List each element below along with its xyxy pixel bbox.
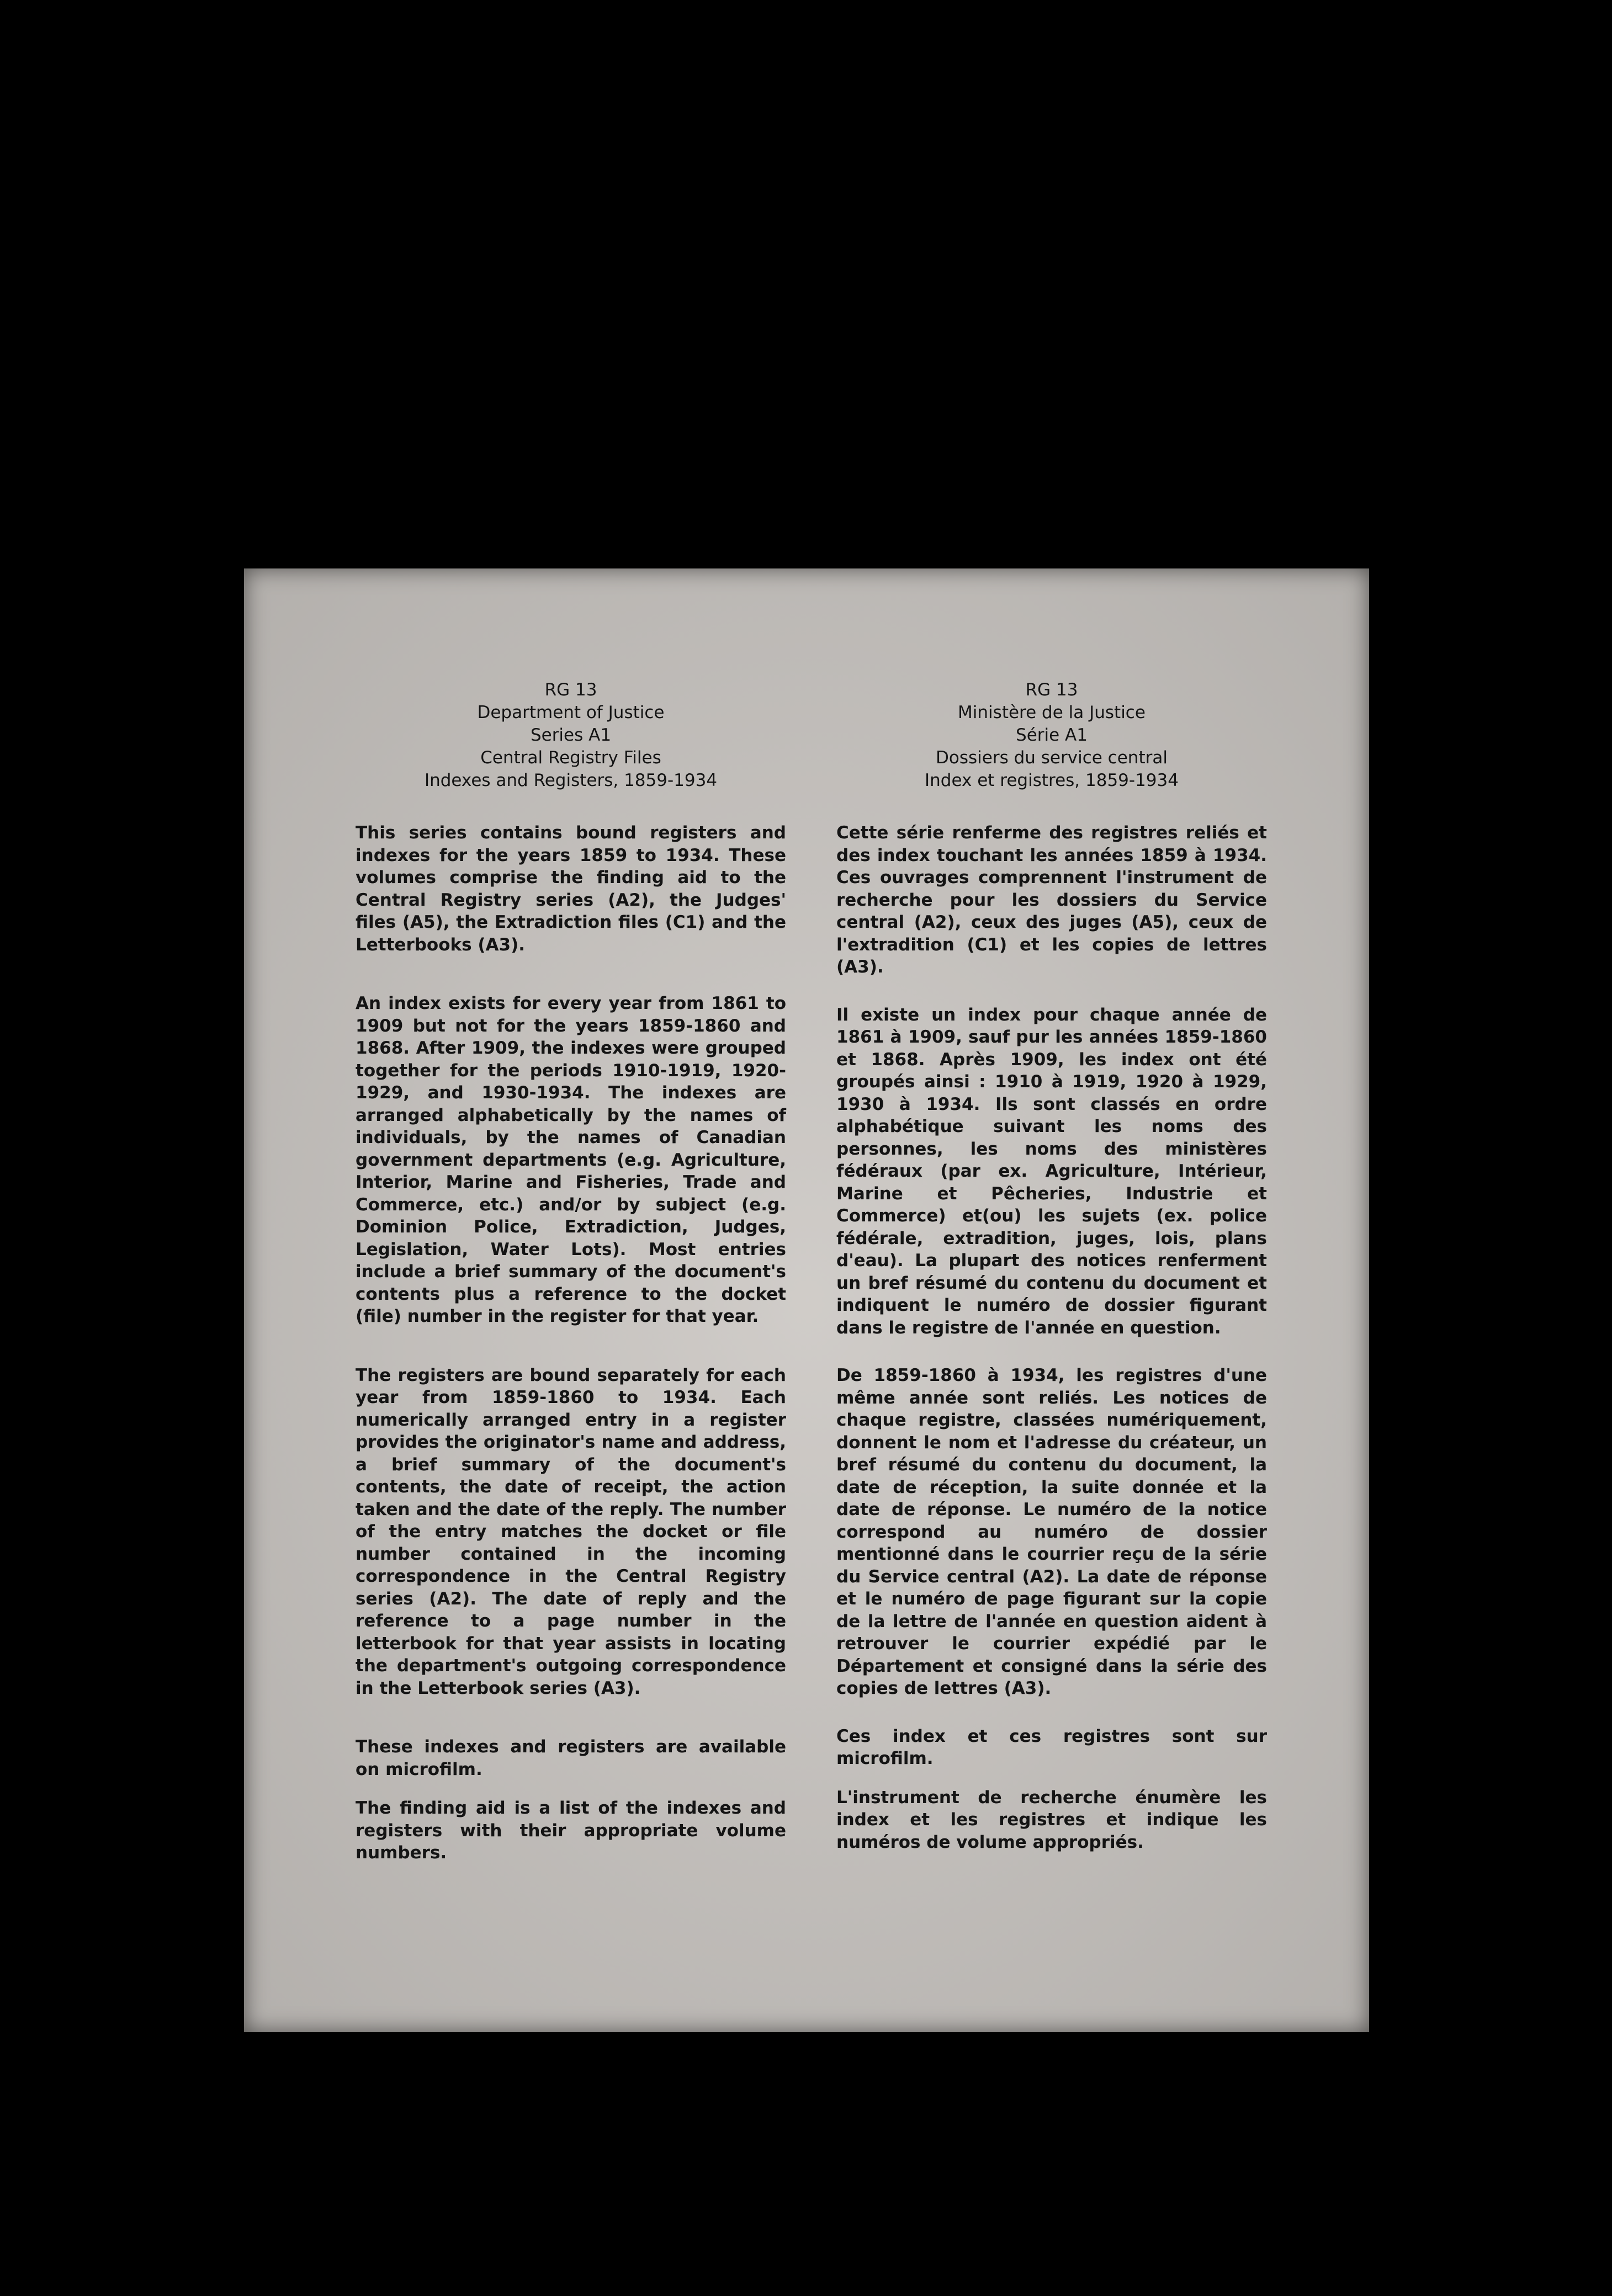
record-group: RG 13 [1025,680,1078,700]
files-title: Central Registry Files [480,748,661,768]
english-heading [356,679,786,792]
date-range-title: Index et registres, 1859-1934 [925,770,1179,790]
paragraph-microfilm: Ces index et ces registres sont sur microfilm. [836,1726,1267,1768]
series-name: Series A1 [530,725,612,745]
document-page [244,568,1369,2032]
paragraph-finding-aid: The finding aid is a list of the indexes and registers with their appropriate volume numbers. [356,1798,786,1863]
french-column [836,679,1267,1853]
department-name: Department of Justice [477,703,665,722]
french-heading [836,679,1267,792]
files-title: Dossiers du service central [936,748,1168,768]
paragraph-series-contents: Cette série renferme des registres reliés et des index touchant les années 1859 à 1934. Ces ouvrages comprennent l'instrument de recherche pour les dossiers du Service central (A2), ceux des juges (A5), ceux de l'extradition (C1) et les copies de lettres (A3). [836,823,1267,977]
paragraph-series-contents: This series contains bound registers and indexes for the years 1859 to 1934. These volumes comprise the finding aid to the Central Registry series (A2), the Judges' files (A5), the Extradiction files (C1) and the Letterbooks (A3). [356,823,786,955]
paragraph-registers: The registers are bound separately for each year from 1859-1860 to 1934. Each numerically arranged entry in a register provides the originator's name and address, a brief summary of the document's contents, the date of receipt, the action taken and the date of the reply. The number of the entry matches the docket or file number contained in the incoming correspondence in the Central Registry series (A2). The date of reply and the reference to a page number in the letterbook for that year assists in locating the department's outgoing correspondence in the Letterbook series (A3). [356,1365,786,1698]
paragraph-microfilm: These indexes and registers are available on microfilm. [356,1737,786,1779]
paragraph-finding-aid: L'instrument de recherche énumère les index et les registres et indique les numéros de volume appropriés. [836,1787,1267,1852]
english-column [356,679,786,1864]
paragraph-indexes: Il existe un index pour chaque année de 1861 à 1909, sauf pur les années 1859-1860 et 1868. Après 1909, les index ont été groupés ainsi : 1910 à 1919, 1920 à 1929, 1930 à 1934. Ils sont classés en ordre alphabétique suivant les noms des personnes, les noms des ministères fédéraux (par ex. Agriculture, Intérieur, Marine et Pêcheries, Industrie et Commerce) et(ou) les sujets (ex. police fédérale, extradition, juges, lois, plans d'eau). La plupart des notices renferment un bref résumé du contenu du document et indiquent le numéro de dossier figurant dans le registre de l'année en question. [836,1005,1267,1338]
paragraph-registers: De 1859-1860 à 1934, les registres d'une même année sont reliés. Les notices de chaque registre, classées numériquement, donnent le nom et l'adresse du créateur, un bref résumé du contenu du document, la date de réception, la suite donnée et la date de réponse. Le numéro de la notice correspond au numéro de dossier mentionné dans le courrier reçu de la série du Service central (A2). La date de réponse et le numéro de page figurant sur la copie de la lettre de l'année en question aident à retrouver le courrier expédié par le Département et consigné dans la série des copies de lettres (A3). [836,1365,1267,1698]
date-range-title: Indexes and Registers, 1859-1934 [424,770,718,790]
department-name: Ministère de la Justice [958,703,1146,722]
series-name: Série A1 [1016,725,1088,745]
paragraph-indexes: An index exists for every year from 1861 to 1909 but not for the years 1859-1860 and 1868. After 1909, the indexes were grouped together for the periods 1910-1919, 1920-1929, and 1930-1934. The indexes are arranged alphabetically by the names of individuals, by the names of Canadian government departments (e.g. Agriculture, Interior, Marine and Fisheries, Trade and Commerce, etc.) and/or by subject (e.g. Dominion Police, Extradiction, Judges, Legislation, Water Lots). Most entries include a brief summary of the document's contents plus a reference to the docket (file) number in the register for that year. [356,993,786,1326]
record-group: RG 13 [544,680,597,700]
